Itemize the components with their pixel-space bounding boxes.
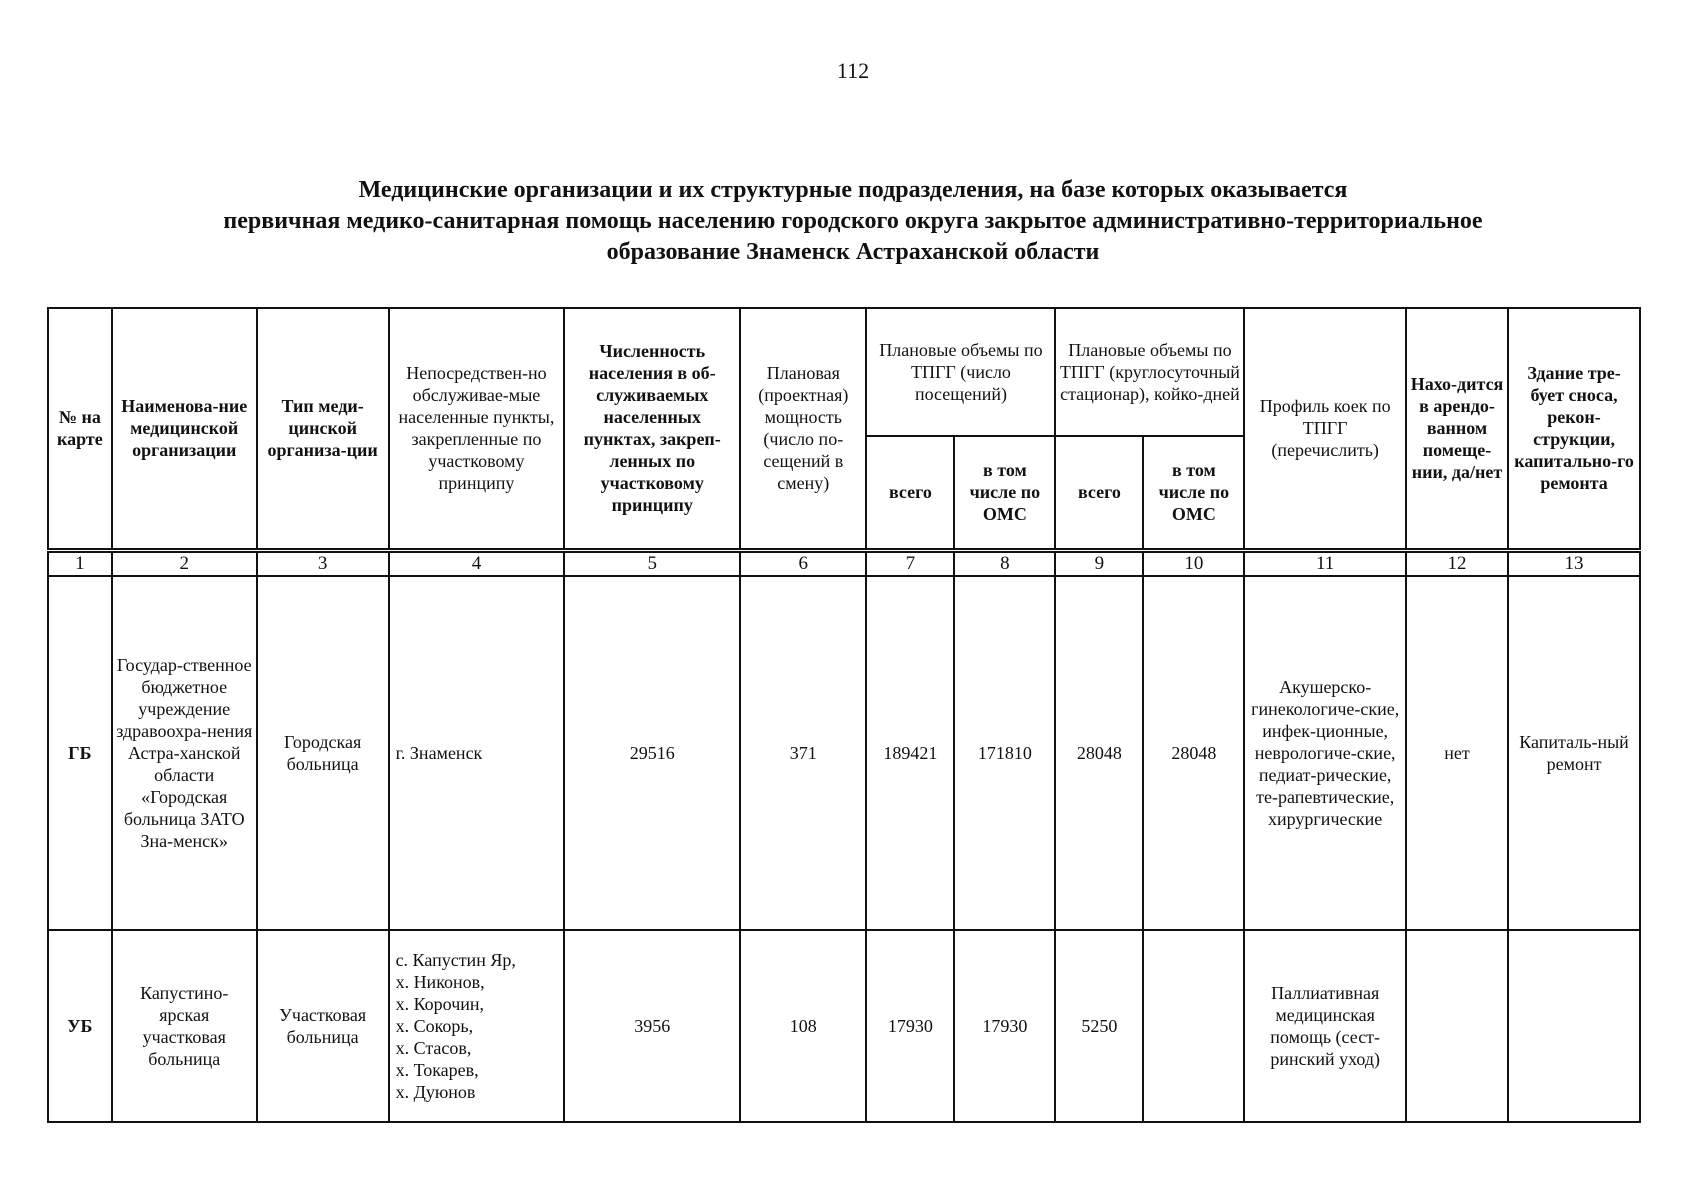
cell-code: ГБ bbox=[48, 576, 112, 930]
settlement-item: с. Капустин Яр, bbox=[395, 949, 516, 970]
settlement-item: х. Никонов, bbox=[395, 971, 485, 992]
title-line-2: первичная медико-санитарная помощь населению городского округа закрытое административно-территориальное bbox=[223, 208, 1483, 234]
cell-visits-oms: 17930 bbox=[954, 930, 1055, 1122]
column-number: 7 bbox=[866, 550, 954, 576]
document-title bbox=[60, 175, 1646, 268]
cell-settlements: г. Знаменск bbox=[389, 576, 565, 930]
cell-bed-profile: Паллиативная медицинская помощь (сест-ринский уход) bbox=[1244, 930, 1406, 1122]
settlement-item: х. Стасов, bbox=[395, 1037, 472, 1058]
table-row bbox=[48, 930, 1640, 1122]
column-number: 2 bbox=[112, 550, 257, 576]
column-number: 5 bbox=[564, 550, 740, 576]
column-number: 11 bbox=[1244, 550, 1406, 576]
header-rented: Нахо-дится в арендо-ванном помеще-нии, да/нет bbox=[1406, 308, 1508, 550]
cell-settlements bbox=[389, 930, 565, 1122]
cell-population: 29516 bbox=[564, 576, 740, 930]
settlement-item: х. Корочин, bbox=[395, 993, 485, 1014]
header-map-number: № на карте bbox=[48, 308, 112, 550]
cell-visits-total: 17930 bbox=[866, 930, 954, 1122]
header-capacity: Плановая (проектная) мощность (число по-сещений в смену) bbox=[740, 308, 866, 550]
cell-org-type: Городская больница bbox=[257, 576, 389, 930]
column-number: 12 bbox=[1406, 550, 1508, 576]
cell-visits-oms: 171810 bbox=[954, 576, 1055, 930]
settlement-item: х. Сокорь, bbox=[395, 1015, 474, 1036]
cell-visits-total: 189421 bbox=[866, 576, 954, 930]
header-visits-group: Плановые объемы по ТПГГ (число посещений) bbox=[866, 308, 1055, 436]
header-visits-total: всего bbox=[866, 436, 954, 550]
header-building: Здание тре-бует сноса, рекон-струкции, капитально-го ремонта bbox=[1508, 308, 1640, 550]
column-number: 10 bbox=[1143, 550, 1244, 576]
cell-building: Капиталь-ный ремонт bbox=[1508, 576, 1640, 930]
cell-org-name: Государ-ственное бюджетное учреждение здравоохра-нения Астра-ханской области «Городская больница ЗАТО Зна-менск» bbox=[112, 576, 257, 930]
cell-building bbox=[1508, 930, 1640, 1122]
page-number: 112 bbox=[836, 58, 870, 83]
cell-bed-profile: Акушерско-гинекологиче-ские, инфек-ционные, неврологиче-ские, педиат-рические, те-рапевтические, хирургические bbox=[1244, 576, 1406, 930]
cell-code: УБ bbox=[48, 930, 112, 1122]
header-beds-group: Плановые объемы по ТПГГ (круглосуточный стационар), койко-дней bbox=[1055, 308, 1244, 436]
column-number-row bbox=[48, 550, 1640, 576]
header-visits-oms: в том числе по ОМС bbox=[954, 436, 1055, 550]
column-number: 8 bbox=[954, 550, 1055, 576]
title-line-1: Медицинские организации и их структурные подразделения, на базе которых оказывается bbox=[358, 177, 1348, 203]
cell-population: 3956 bbox=[564, 930, 740, 1122]
table-row bbox=[48, 576, 1640, 930]
settlement-item: х. Дуюнов bbox=[395, 1081, 476, 1102]
cell-org-type: Участковая больница bbox=[257, 930, 389, 1122]
header-org-type: Тип меди-цинской организа-ции bbox=[257, 308, 389, 550]
cell-org-name: Капустино-ярская участковая больница bbox=[112, 930, 257, 1122]
settlement-item: х. Токарев, bbox=[395, 1059, 479, 1080]
column-number: 4 bbox=[389, 550, 565, 576]
cell-capacity: 371 bbox=[740, 576, 866, 930]
column-number: 6 bbox=[740, 550, 866, 576]
title-line-3: образование Знаменск Астраханской области bbox=[606, 239, 1100, 265]
header-org-name: Наименова-ние медицинской организации bbox=[112, 308, 257, 550]
header-population: Численность населения в об-служиваемых населенных пунктах, закреп-ленных по участковому принципу bbox=[564, 308, 740, 550]
column-number: 13 bbox=[1508, 550, 1640, 576]
column-number: 1 bbox=[48, 550, 112, 576]
cell-rented bbox=[1406, 930, 1508, 1122]
column-number: 3 bbox=[257, 550, 389, 576]
column-number: 9 bbox=[1055, 550, 1143, 576]
medical-organizations-table bbox=[47, 307, 1641, 1123]
header-beds-oms: в том числе по ОМС bbox=[1143, 436, 1244, 550]
cell-beds-total: 28048 bbox=[1055, 576, 1143, 930]
cell-beds-oms: 28048 bbox=[1143, 576, 1244, 930]
header-beds-total: всего bbox=[1055, 436, 1143, 550]
header-settlements: Непосредствен-но обслуживае-мые населенные пункты, закрепленные по участковому принципу bbox=[389, 308, 565, 550]
header-bed-profile: Профиль коек по ТПГГ (перечислить) bbox=[1244, 308, 1406, 550]
cell-capacity: 108 bbox=[740, 930, 866, 1122]
cell-beds-oms bbox=[1143, 930, 1244, 1122]
cell-rented: нет bbox=[1406, 576, 1508, 930]
cell-beds-total: 5250 bbox=[1055, 930, 1143, 1122]
